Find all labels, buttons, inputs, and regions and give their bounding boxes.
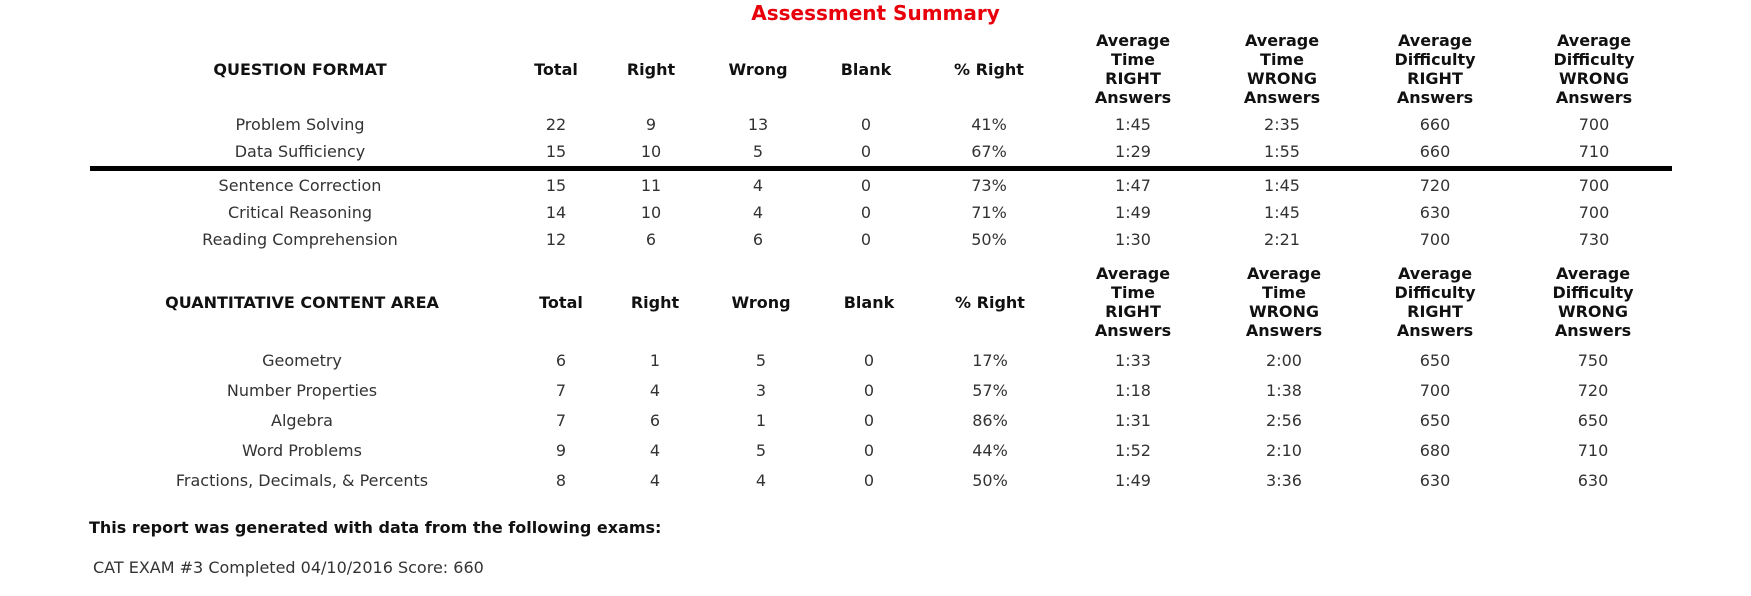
format_table-cell-avg-time-wrong: 1:45 bbox=[1264, 203, 1300, 222]
content_table-header-avg-diff-wrong-line: Average bbox=[1555, 264, 1631, 283]
format_table-cell-avg-time-right: 1:29 bbox=[1115, 142, 1151, 161]
content_table-header-pct-right bbox=[935, 293, 1045, 312]
format_table-cell-blank: 0 bbox=[860, 176, 872, 195]
content_table-header-avg-time-wrong-line: Average bbox=[1246, 264, 1322, 283]
content_table-cell-avg-diff-right: 680 bbox=[1419, 441, 1451, 460]
content_table-cell-avg-time-wrong: 2:00 bbox=[1266, 351, 1302, 370]
content_table-header-avg-diff-wrong-line: Difficulty bbox=[1552, 283, 1634, 302]
format_table-cell-avg-diff-wrong: 730 bbox=[1578, 230, 1610, 249]
format_table-header-avg-diff-wrong bbox=[1529, 31, 1659, 107]
exam-entry: CAT EXAM #3 Completed 04/10/2016 Score: 660 bbox=[93, 558, 484, 577]
content_table-cell-avg-diff-wrong: 650 bbox=[1577, 411, 1609, 430]
content_table-cell-right: 4 bbox=[649, 441, 661, 460]
content_table-header-avg-diff-wrong-line: WRONG bbox=[1557, 302, 1629, 321]
content_table-cell-total: 8 bbox=[555, 471, 567, 490]
format_table-cell-avg-time-right: 1:49 bbox=[1115, 203, 1151, 222]
content_table-cell-category: Algebra bbox=[271, 411, 333, 430]
format_table-cell-pct-right: 67% bbox=[971, 142, 1007, 161]
format_table-header-avg-time-right-line: Answers bbox=[1094, 88, 1172, 107]
content_table-cell-pct-right: 50% bbox=[972, 471, 1008, 490]
content_table-header-category-line: QUANTITATIVE CONTENT AREA bbox=[165, 292, 439, 312]
format_table-header-pct-right-line: % Right bbox=[954, 59, 1024, 79]
format_table-cell-category: Critical Reasoning bbox=[227, 203, 373, 222]
page-title: Assessment Summary bbox=[751, 1, 1000, 25]
format_table-cell-category: Reading Comprehension bbox=[202, 230, 398, 249]
format_table-cell-right: 9 bbox=[645, 115, 657, 134]
format_table-header-avg-diff-right-line: RIGHT bbox=[1407, 69, 1463, 88]
format_table-cell-avg-diff-wrong: 710 bbox=[1578, 142, 1610, 161]
content_table-cell-blank: 0 bbox=[863, 471, 875, 490]
content_table-header-total bbox=[521, 293, 601, 312]
format_table-cell-wrong: 13 bbox=[747, 115, 769, 134]
format_table-cell-total: 14 bbox=[545, 203, 567, 222]
content_table-cell-blank: 0 bbox=[863, 411, 875, 430]
format_table-header-blank-line: Blank bbox=[840, 59, 892, 79]
content_table-header-wrong bbox=[716, 293, 806, 312]
format_table-header-right-line: Right bbox=[626, 59, 676, 79]
content_table-cell-blank: 0 bbox=[863, 441, 875, 460]
format_table-header-wrong bbox=[713, 60, 803, 79]
format_table-cell-avg-diff-wrong: 700 bbox=[1578, 203, 1610, 222]
content_table-header-avg-time-right-line: Average bbox=[1095, 264, 1171, 283]
content_table-header-pct-right-line: % Right bbox=[955, 292, 1025, 312]
content_table-header-right-line: Right bbox=[630, 292, 680, 312]
format_table-header-avg-diff-wrong-line: WRONG bbox=[1558, 69, 1630, 88]
content_table-cell-right: 4 bbox=[649, 381, 661, 400]
format_table-header-avg-diff-right bbox=[1370, 31, 1500, 107]
content_table-cell-wrong: 5 bbox=[755, 351, 767, 370]
format_table-cell-right: 11 bbox=[640, 176, 662, 195]
content_table-cell-avg-time-wrong: 2:56 bbox=[1266, 411, 1302, 430]
content_table-cell-pct-right: 17% bbox=[972, 351, 1008, 370]
content_table-cell-right: 6 bbox=[649, 411, 661, 430]
content_table-header-avg-diff-right-line: Difficulty bbox=[1394, 283, 1476, 302]
format_table-cell-avg-diff-wrong: 700 bbox=[1578, 176, 1610, 195]
content_table-header-avg-time-right-line: Time bbox=[1111, 283, 1155, 302]
format_table-cell-avg-time-wrong: 1:55 bbox=[1264, 142, 1300, 161]
content_table-header-avg-diff-wrong-line: Answers bbox=[1554, 321, 1632, 340]
format_table-cell-avg-time-wrong: 2:21 bbox=[1264, 230, 1300, 249]
report-note: This report was generated with data from the following exams: bbox=[89, 518, 662, 537]
format_table-cell-avg-time-right: 1:45 bbox=[1115, 115, 1151, 134]
content_table-cell-blank: 0 bbox=[863, 381, 875, 400]
content_table-cell-pct-right: 57% bbox=[972, 381, 1008, 400]
content_table-header-avg-diff-wrong bbox=[1528, 264, 1658, 340]
content_table-cell-category: Fractions, Decimals, & Percents bbox=[175, 471, 429, 490]
format_table-header-avg-diff-right-line: Difficulty bbox=[1394, 50, 1476, 69]
format_table-header-avg-diff-wrong-line: Answers bbox=[1555, 88, 1633, 107]
format_table-cell-avg-diff-right: 630 bbox=[1419, 203, 1451, 222]
format_table-cell-category: Problem Solving bbox=[235, 115, 365, 134]
format_table-cell-avg-diff-wrong: 700 bbox=[1578, 115, 1610, 134]
format_table-cell-pct-right: 50% bbox=[971, 230, 1007, 249]
format_table-header-blank bbox=[826, 60, 906, 79]
format_table-header-avg-time-wrong-line: WRONG bbox=[1246, 69, 1318, 88]
format_table-cell-wrong: 6 bbox=[752, 230, 764, 249]
section-divider bbox=[90, 166, 1672, 171]
format_table-cell-blank: 0 bbox=[860, 230, 872, 249]
format_table-cell-avg-diff-right: 720 bbox=[1419, 176, 1451, 195]
format_table-cell-total: 12 bbox=[545, 230, 567, 249]
format_table-cell-avg-time-right: 1:30 bbox=[1115, 230, 1151, 249]
format_table-cell-avg-time-wrong: 1:45 bbox=[1264, 176, 1300, 195]
content_table-cell-avg-diff-wrong: 750 bbox=[1577, 351, 1609, 370]
content_table-header-category bbox=[92, 293, 512, 312]
format_table-header-pct-right bbox=[934, 60, 1044, 79]
format_table-header-total bbox=[516, 60, 596, 79]
content_table-header-avg-diff-right-line: Average bbox=[1397, 264, 1473, 283]
format_table-header-right bbox=[611, 60, 691, 79]
content_table-header-avg-time-right-line: Answers bbox=[1094, 321, 1172, 340]
content_table-cell-pct-right: 86% bbox=[972, 411, 1008, 430]
content_table-cell-avg-diff-right: 700 bbox=[1419, 381, 1451, 400]
content_table-cell-right: 4 bbox=[649, 471, 661, 490]
content_table-cell-avg-time-right: 1:52 bbox=[1115, 441, 1151, 460]
content_table-cell-category: Number Properties bbox=[226, 381, 378, 400]
format_table-cell-avg-diff-right: 660 bbox=[1419, 115, 1451, 134]
format_table-cell-pct-right: 71% bbox=[971, 203, 1007, 222]
format_table-cell-avg-time-right: 1:47 bbox=[1115, 176, 1151, 195]
content_table-cell-avg-diff-wrong: 720 bbox=[1577, 381, 1609, 400]
content_table-cell-total: 9 bbox=[555, 441, 567, 460]
format_table-cell-blank: 0 bbox=[860, 115, 872, 134]
content_table-cell-total: 7 bbox=[555, 381, 567, 400]
format_table-header-avg-time-right-line: Average bbox=[1095, 31, 1171, 50]
format_table-header-avg-diff-right-line: Average bbox=[1397, 31, 1473, 50]
format_table-cell-category: Sentence Correction bbox=[218, 176, 382, 195]
content_table-cell-avg-diff-wrong: 710 bbox=[1577, 441, 1609, 460]
content_table-header-blank-line: Blank bbox=[843, 292, 895, 312]
format_table-cell-pct-right: 41% bbox=[971, 115, 1007, 134]
content_table-cell-avg-time-wrong: 2:10 bbox=[1266, 441, 1302, 460]
content_table-header-avg-diff-right bbox=[1370, 264, 1500, 340]
content_table-cell-pct-right: 44% bbox=[972, 441, 1008, 460]
content_table-header-wrong-line: Wrong bbox=[731, 292, 791, 312]
format_table-header-avg-diff-wrong-line: Average bbox=[1556, 31, 1632, 50]
content_table-cell-right: 1 bbox=[649, 351, 661, 370]
content_table-cell-avg-time-right: 1:18 bbox=[1115, 381, 1151, 400]
format_table-cell-blank: 0 bbox=[860, 142, 872, 161]
content_table-cell-wrong: 3 bbox=[755, 381, 767, 400]
content_table-cell-avg-time-right: 1:31 bbox=[1115, 411, 1151, 430]
format_table-cell-wrong: 4 bbox=[752, 203, 764, 222]
content_table-header-total-line: Total bbox=[539, 292, 583, 312]
format_table-cell-right: 10 bbox=[640, 203, 662, 222]
format_table-cell-total: 15 bbox=[545, 176, 567, 195]
format_table-header-avg-diff-wrong-line: Difficulty bbox=[1553, 50, 1635, 69]
format_table-header-wrong-line: Wrong bbox=[728, 59, 788, 79]
content_table-cell-avg-time-wrong: 3:36 bbox=[1266, 471, 1302, 490]
format_table-cell-right: 10 bbox=[640, 142, 662, 161]
content_table-cell-avg-diff-right: 650 bbox=[1419, 351, 1451, 370]
content_table-header-avg-time-wrong-line: WRONG bbox=[1248, 302, 1320, 321]
content_table-header-right bbox=[615, 293, 695, 312]
content_table-cell-avg-diff-right: 630 bbox=[1419, 471, 1451, 490]
content_table-header-avg-time-wrong bbox=[1229, 264, 1339, 340]
content_table-cell-avg-time-right: 1:33 bbox=[1115, 351, 1151, 370]
content_table-header-avg-time-wrong-line: Answers bbox=[1245, 321, 1323, 340]
content_table-cell-avg-diff-wrong: 630 bbox=[1577, 471, 1609, 490]
format_table-cell-avg-time-wrong: 2:35 bbox=[1264, 115, 1300, 134]
format_table-header-avg-time-wrong-line: Average bbox=[1244, 31, 1320, 50]
format_table-header-total-line: Total bbox=[534, 59, 578, 79]
format_table-header-avg-time-wrong-line: Time bbox=[1260, 50, 1304, 69]
format_table-cell-category: Data Sufficiency bbox=[234, 142, 366, 161]
content_table-cell-wrong: 5 bbox=[755, 441, 767, 460]
format_table-cell-total: 22 bbox=[545, 115, 567, 134]
content_table-header-blank bbox=[829, 293, 909, 312]
format_table-header-avg-time-wrong bbox=[1227, 31, 1337, 107]
format_table-cell-avg-diff-right: 700 bbox=[1419, 230, 1451, 249]
format_table-header-avg-time-right bbox=[1078, 31, 1188, 107]
format_table-cell-wrong: 4 bbox=[752, 176, 764, 195]
content_table-cell-total: 6 bbox=[555, 351, 567, 370]
content_table-header-avg-time-right bbox=[1078, 264, 1188, 340]
content_table-cell-category: Word Problems bbox=[242, 441, 362, 460]
format_table-header-category-line: QUESTION FORMAT bbox=[213, 59, 387, 79]
content_table-header-avg-time-wrong-line: Time bbox=[1262, 283, 1306, 302]
format_table-header-avg-time-wrong-line: Answers bbox=[1243, 88, 1321, 107]
format_table-header-avg-time-right-line: RIGHT bbox=[1105, 69, 1161, 88]
content_table-cell-total: 7 bbox=[555, 411, 567, 430]
content_table-header-avg-time-right-line: RIGHT bbox=[1105, 302, 1161, 321]
content_table-cell-avg-time-right: 1:49 bbox=[1115, 471, 1151, 490]
content_table-header-avg-diff-right-line: RIGHT bbox=[1407, 302, 1463, 321]
content_table-cell-blank: 0 bbox=[863, 351, 875, 370]
format_table-cell-wrong: 5 bbox=[752, 142, 764, 161]
format_table-cell-pct-right: 73% bbox=[971, 176, 1007, 195]
content_table-header-avg-diff-right-line: Answers bbox=[1396, 321, 1474, 340]
format_table-header-category bbox=[120, 60, 480, 79]
format_table-cell-blank: 0 bbox=[860, 203, 872, 222]
format_table-header-avg-time-right-line: Time bbox=[1111, 50, 1155, 69]
format_table-cell-total: 15 bbox=[545, 142, 567, 161]
format_table-cell-right: 6 bbox=[645, 230, 657, 249]
format_table-header-avg-diff-right-line: Answers bbox=[1396, 88, 1474, 107]
content_table-cell-avg-time-wrong: 1:38 bbox=[1266, 381, 1302, 400]
content_table-cell-wrong: 4 bbox=[755, 471, 767, 490]
format_table-cell-avg-diff-right: 660 bbox=[1419, 142, 1451, 161]
content_table-cell-category: Geometry bbox=[262, 351, 342, 370]
content_table-cell-wrong: 1 bbox=[755, 411, 767, 430]
content_table-cell-avg-diff-right: 650 bbox=[1419, 411, 1451, 430]
